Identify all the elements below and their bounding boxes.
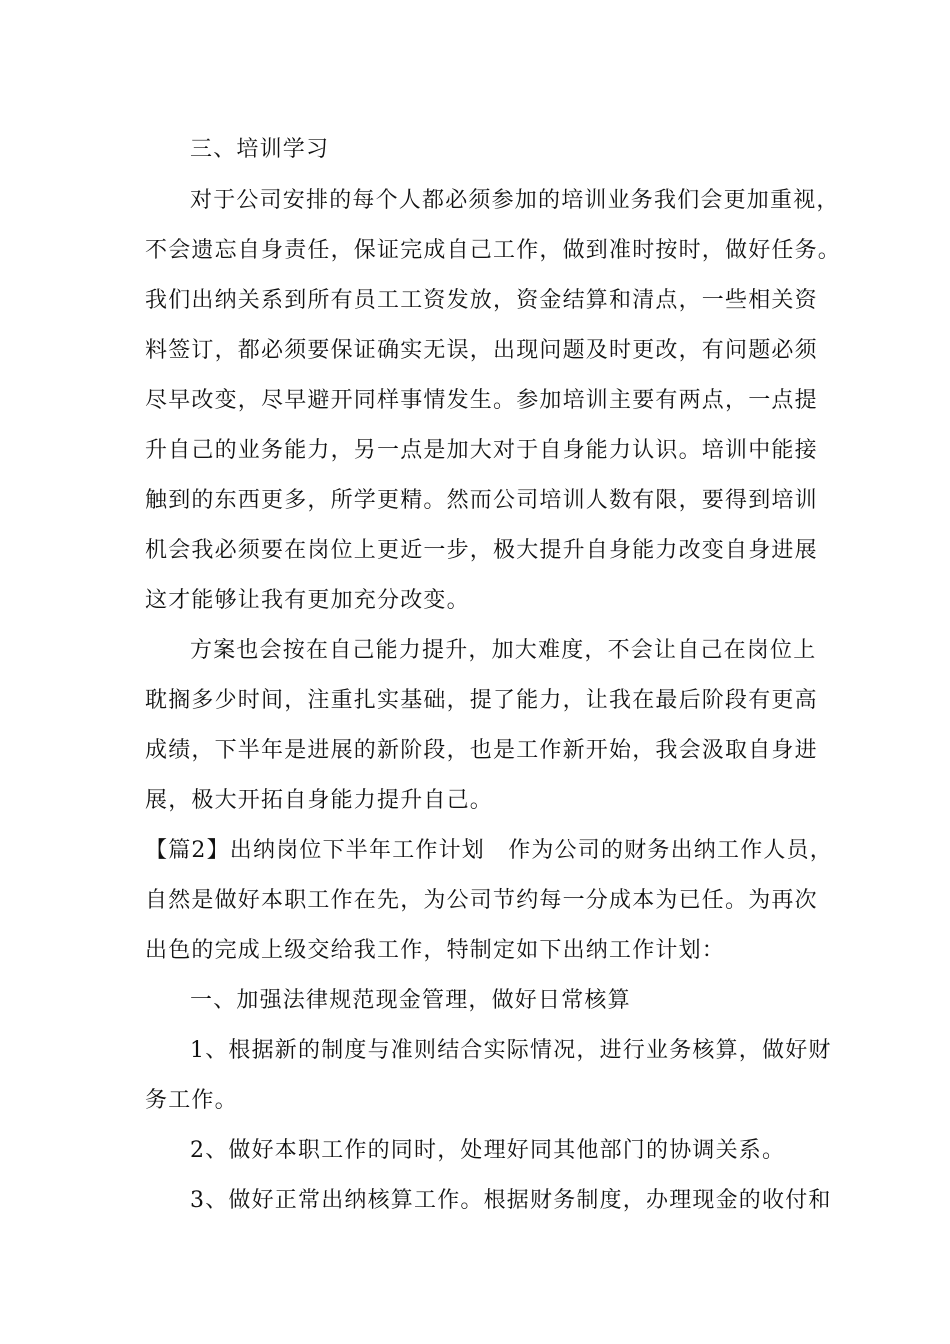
paragraph-line: 展，极大开拓自身能力提升自己。: [145, 788, 494, 813]
paragraph-line: 机会我必须要在岗位上更近一步，极大提升自身能力改变自身进展: [145, 538, 818, 563]
paragraph-line: 这才能够让我有更加充分改变。: [145, 588, 470, 613]
paragraph-line: 触到的东西更多，所学更精。然而公司培训人数有限，要得到培训: [145, 488, 818, 513]
section-heading-cash-management: 一、加强法律规范现金管理，做好日常核算: [190, 988, 631, 1013]
paragraph-line: 升自己的业务能力，另一点是加大对于自身能力认识。培训中能接: [145, 438, 818, 463]
chapter-title-line: 【篇2】出纳岗位下半年工作计划 作为公司的财务出纳工作人员，: [145, 838, 833, 863]
paragraph-line: 料签订，都必须要保证确实无误，出现问题及时更改，有问题必须: [145, 338, 818, 363]
paragraph-line: 对于公司安排的每个人都必须参加的培训业务我们会更加重视，: [190, 188, 840, 213]
list-item-line: 2、做好本职工作的同时，处理好同其他部门的协调关系。: [190, 1138, 786, 1163]
paragraph-line: 尽早改变，尽早避开同样事情发生。参加培训主要有两点，一点提: [145, 388, 818, 413]
paragraph-line: 出色的完成上级交给我工作，特制定如下出纳工作计划：: [145, 938, 726, 963]
paragraph-line: 我们出纳关系到所有员工工资发放，资金结算和清点，一些相关资: [145, 288, 818, 313]
paragraph-line: 不会遗忘自身责任，保证完成自己工作，做到准时按时，做好任务。: [145, 238, 842, 263]
paragraph-line: 方案也会按在自己能力提升，加大难度，不会让自己在岗位上: [190, 638, 817, 663]
list-item-line: 1、根据新的制度与准则结合实际情况，进行业务核算，做好财: [190, 1038, 832, 1063]
paragraph-line: 成绩，下半年是进展的新阶段，也是工作新开始，我会汲取自身进: [145, 738, 818, 763]
section-heading-training: 三、培训学习: [190, 137, 330, 162]
paragraph-line: 耽搁多少时间，注重扎实基础，提了能力，让我在最后阶段有更高: [145, 688, 818, 713]
paragraph-line: 自然是做好本职工作在先，为公司节约每一分成本为已任。为再次: [145, 888, 818, 913]
list-item-line: 务工作。: [145, 1088, 238, 1113]
list-item-line: 3、做好正常出纳核算工作。根据财务制度，办理现金的收付和: [190, 1188, 832, 1213]
